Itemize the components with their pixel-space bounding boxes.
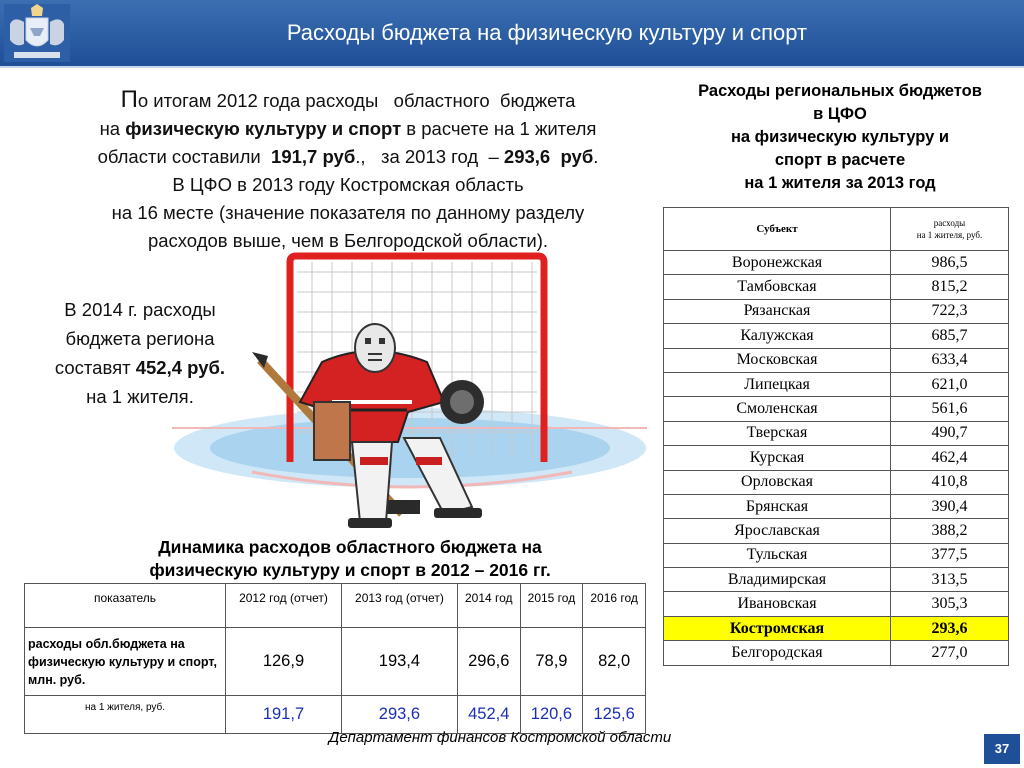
intro-line-2 [48, 115, 648, 143]
intro-line-3-mid: ., за 2013 год – [355, 146, 504, 167]
row-per-capita-2014: 452,4 [457, 696, 520, 734]
intro-line-2-bold: физическую культуру и спорт [125, 118, 402, 139]
table-row [664, 592, 1009, 616]
region-value-cell: 293,6 [891, 616, 1009, 640]
intro-line-4: В ЦФО в 2013 году Костромская область [172, 174, 524, 195]
intro-value-2013: 293,6 руб [503, 146, 594, 167]
intro-line-6: расходов выше, чем в Белгородской области). [147, 230, 549, 251]
region-value-cell: 561,6 [891, 397, 1009, 421]
header-2012: 2012 год (отчет) [226, 584, 342, 628]
table-row [664, 348, 1009, 372]
intro-line-5: на 16 месте (значение показателя по данному разделу [111, 202, 585, 223]
footer-department: Департамент финансов Костромской области [328, 729, 672, 746]
table-row [664, 616, 1009, 640]
projection-line-3-pre: составят [54, 357, 136, 378]
region-name-cell: Московская [664, 348, 891, 372]
projection-line-4: на 1 жителя. [86, 386, 194, 407]
projection-line-1: В 2014 г. расходы [64, 299, 216, 320]
intro-line-2-pre: на [99, 118, 126, 139]
region-name-cell: Ивановская [664, 592, 891, 616]
region-name-cell: Тамбовская [664, 275, 891, 299]
dynamics-table-title [100, 536, 600, 582]
table-row [664, 299, 1009, 323]
region-name-cell: Орловская [664, 470, 891, 494]
row-total-2015: 78,9 [520, 628, 583, 696]
row-total-label: расходы обл.бюджета на физическую культуру и спорт, млн. руб. [25, 628, 226, 696]
table-row [664, 446, 1009, 470]
intro-value-2012: 191,7 руб [271, 146, 356, 167]
region-table-title [660, 80, 1020, 195]
region-value-cell: 305,3 [891, 592, 1009, 616]
row-per-capita-label: на 1 жителя, руб. [25, 696, 226, 734]
intro-paragraph [48, 86, 648, 255]
row-total-2014: 296,6 [457, 628, 520, 696]
row-total-2013: 193,4 [341, 628, 457, 696]
header-bar [0, 0, 1024, 68]
region-spending-table [663, 207, 1009, 666]
table-row [664, 372, 1009, 396]
projection-value: 452,4 руб. [135, 357, 226, 378]
table-row [664, 470, 1009, 494]
region-name-cell: Тверская [664, 421, 891, 445]
region-value-cell: 313,5 [891, 568, 1009, 592]
region-name-cell: Брянская [664, 494, 891, 518]
column-header-value-line-2: на 1 жителя, руб. [916, 230, 983, 240]
dynamics-title-line-1: Динамика расходов областного бюджета на [158, 537, 542, 557]
row-total-2016: 82,0 [583, 628, 646, 696]
intro-line-2-post: в расчете на 1 жителя [401, 118, 597, 139]
region-value-cell: 388,2 [891, 519, 1009, 543]
dynamics-table [24, 583, 646, 734]
table-row [664, 568, 1009, 592]
hockey-goalie-illustration [172, 252, 647, 534]
table-row [664, 494, 1009, 518]
region-value-cell: 462,4 [891, 446, 1009, 470]
table-row [664, 275, 1009, 299]
region-table-header [664, 208, 1009, 251]
header-2016: 2016 год [583, 584, 646, 628]
intro-line-1-text: о итогам 2012 года расходы областного бюджета [137, 90, 576, 111]
row-per-capita-2012: 191,7 [226, 696, 342, 734]
region-value-cell: 815,2 [891, 275, 1009, 299]
region-value-cell: 377,5 [891, 543, 1009, 567]
intro-line-3 [48, 143, 648, 171]
intro-first-letter: П [120, 86, 138, 113]
table-row [664, 421, 1009, 445]
region-name-cell: Владимирская [664, 568, 891, 592]
region-title-line-3: на физическую культуру и [730, 128, 950, 146]
table-row [664, 324, 1009, 348]
region-title-line-4: спорт в расчете [774, 151, 906, 169]
coat-of-arms-icon [4, 4, 70, 62]
region-name-cell: Липецкая [664, 372, 891, 396]
dynamics-header-row [25, 584, 646, 628]
slide-title: Расходы бюджета на физическую культуру и спорт [286, 20, 808, 45]
region-name-cell: Белгородская [664, 641, 891, 665]
region-value-cell: 685,7 [891, 324, 1009, 348]
region-value-cell: 410,8 [891, 470, 1009, 494]
region-name-cell: Рязанская [664, 299, 891, 323]
column-header-subject: Субъект [664, 208, 891, 251]
intro-line-3-pre: области составили [97, 146, 272, 167]
intro-line-3-end: . [593, 146, 599, 167]
region-title-line-5: на 1 жителя за 2013 год [744, 174, 936, 192]
region-value-cell: 722,3 [891, 299, 1009, 323]
region-title-line-2: в ЦФО [813, 105, 867, 123]
table-row [664, 641, 1009, 665]
column-header-value-line-1: расходы [933, 218, 966, 228]
table-row [664, 397, 1009, 421]
region-name-cell: Тульская [664, 543, 891, 567]
region-name-cell: Калужская [664, 324, 891, 348]
row-total-2012: 126,9 [226, 628, 342, 696]
row-per-capita-2016: 125,6 [583, 696, 646, 734]
table-row [664, 519, 1009, 543]
page-number: 37 [984, 734, 1020, 764]
region-name-cell: Костромская [664, 616, 891, 640]
header-2014: 2014 год [457, 584, 520, 628]
region-name-cell: Ярославская [664, 519, 891, 543]
region-table-body [664, 251, 1009, 666]
header-2013: 2013 год (отчет) [341, 584, 457, 628]
dynamics-row-per-capita [25, 696, 646, 734]
region-value-cell: 986,5 [891, 251, 1009, 275]
header-2015: 2015 год [520, 584, 583, 628]
region-title-line-1: Расходы региональных бюджетов [698, 82, 982, 100]
column-header-value [891, 208, 1009, 251]
dynamics-title-line-2: физическую культуру и спорт в 2012 – 2016 гг. [149, 560, 551, 580]
row-per-capita-2015: 120,6 [520, 696, 583, 734]
region-value-cell: 277,0 [891, 641, 1009, 665]
region-value-cell: 390,4 [891, 494, 1009, 518]
region-name-cell: Курская [664, 446, 891, 470]
projection-line-2: бюджета региона [65, 328, 215, 349]
region-value-cell: 633,4 [891, 348, 1009, 372]
region-value-cell: 490,7 [891, 421, 1009, 445]
dynamics-row-total [25, 628, 646, 696]
region-name-cell: Воронежская [664, 251, 891, 275]
table-row [664, 251, 1009, 275]
table-row [664, 543, 1009, 567]
header-indicator: показатель [25, 584, 226, 628]
row-per-capita-2013: 293,6 [341, 696, 457, 734]
region-value-cell: 621,0 [891, 372, 1009, 396]
region-name-cell: Смоленская [664, 397, 891, 421]
intro-line-1 [48, 86, 648, 115]
